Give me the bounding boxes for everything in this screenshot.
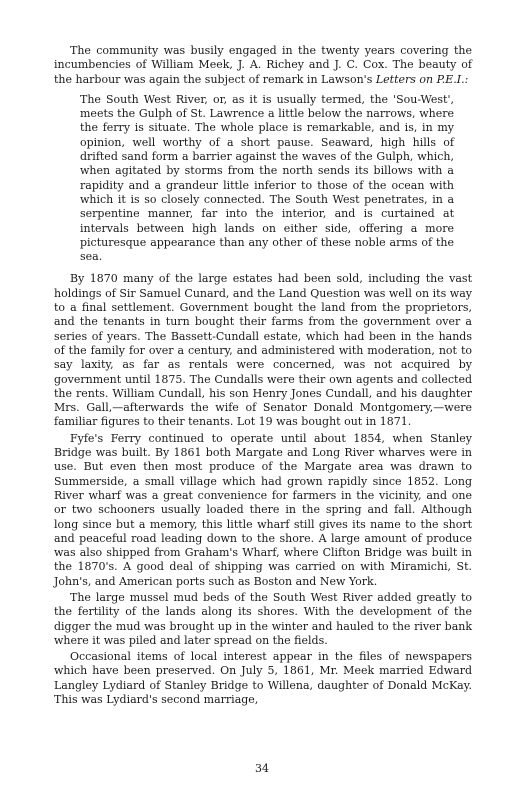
paragraph-intro xyxy=(54,44,472,87)
paragraph-intro-text: The community was busily engaged in the twenty years covering the incumbencies of William Meek, J. A. Richey and J. C. Cox. The beauty of the harbour was again the subject of remark in Lawson's xyxy=(54,44,472,86)
page-number: 34 xyxy=(255,762,269,775)
quote-text: The South West River, or, as it is usually termed, the 'Sou-West', meets the Gulph of St. Lawrence a little below the narrows, where the ferry is situate. The whole place is remarkable, and is, in my opinion, well worthy of a short pause. Seaward, high hills of drifted sand form a barrier against the waves of the Gulph, which, when agitated by storms from the north sends its billows with a rapidity and a grandeur little inferior to those of the ocean with which it is so closely connected. The South West penetrates, in a serpentine manner, far into the interior, and is curtained at intervals between high lands on either side, offering a more picturesque appearance than any other of these noble arms of the sea. xyxy=(80,92,454,264)
paragraph-mussel-mud: The large mussel mud beds of the South West River added greatly to the fertility of the lands along its shores. With the development of the digger the mud was brought up in the winter and hauled to the river bank where it was piled and later spread on the fields. xyxy=(54,590,472,647)
paragraph-land-question: By 1870 many of the large estates had been sold, including the vast holdings of Sir Samuel Cunard, and the Land Question was well on its way to a final settlement. Government bought the land from the proprietors, and the tenants in turn bought their farms from the government over a series of years. The Bassett-Cundall estate, which had been in the hands of the family for over a century, and administered with moderation, not to say laxity, as far as rentals were concerned, was not acquired by government until 1875. The Cundalls were their own agents and collected the rents. William Cundall, his son Henry Jones Cundall, and his daughter Mrs. Gall,—afterwards the wife of Senator Donald Montgomery,—were familiar figures to their tenants. Lot 19 was bought out in 1871. xyxy=(54,272,472,429)
page-body xyxy=(54,44,472,709)
paragraph-newspapers: Occasional items of local interest appear in the files of newspapers which have been preserved. On July 5, 1861, Mr. Meek married Edward Langley Lydiard of Stanley Bridge to Willena, daughter of Donald McKay. This was Lydiard's second marriage, xyxy=(54,650,472,707)
book-title: Letters on P.E.I.: xyxy=(375,72,469,86)
block-quote xyxy=(80,93,454,265)
paragraph-ferry: Fyfe's Ferry continued to operate until about 1854, when Stanley Bridge was built. By 1861 both Margate and Long River wharves were in use. But even then most produce of the Margate area was drawn to Summerside, a small village which had grown rapidly since 1852. Long River wharf was a great convenience for farmers in the vicinity, and one or two schooners usually loaded there in the spring and fall. Although long since but a memory, this little wharf still gives its name to the short and peaceful road leading down to the shore. A large amount of produce was also shipped from Graham's Wharf, where Clifton Bridge was built in the 1870's. A good deal of shipping was carried on with Miramichi, St. John's, and American ports such as Boston and New York. xyxy=(54,431,472,588)
